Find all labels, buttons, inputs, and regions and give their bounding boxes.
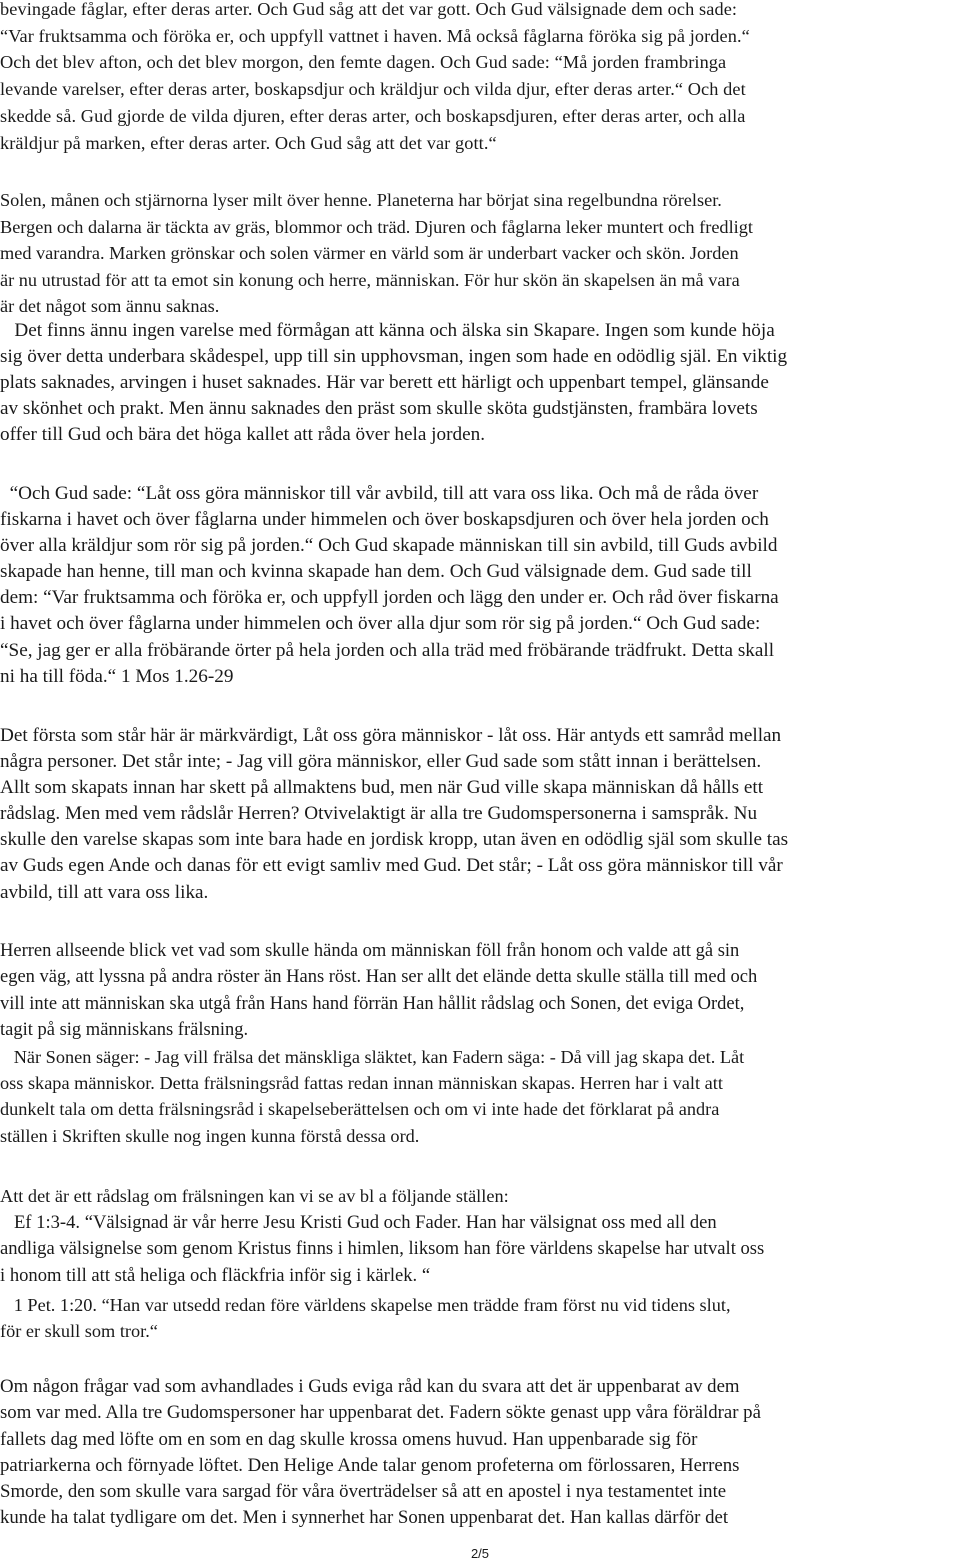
paragraph — [0, 1210, 957, 1289]
text-line: i honom till att stå heliga och fläckfria inför sig i kärlek. “ — [0, 1264, 431, 1286]
text-line: bevingade fåglar, efter deras arter. Och Gud såg att det var gott. Och Gud välsignade dem och sade: — [0, 0, 738, 19]
text-line: ni ha till föda.“ 1 Mos 1.26-29 — [0, 665, 234, 687]
text-line: fiskarna i havet och över fåglarna under himmelen och över boskapsdjuren och över hela jorden och — [0, 509, 769, 531]
text-line: offer till Gud och bära det höga kallet att råda över hela jorden. — [0, 424, 485, 446]
text-line: Allt som skapats innan har skett på allmaktens bud, men när Gud ville skapa människan då hålls ett — [0, 777, 764, 799]
text-line: avbild, till att vara oss lika. — [0, 881, 209, 903]
text-line: Det finns ännu ingen varelse med förmågan att känna och älska sin Skapare. Ingen som kunde höja — [0, 320, 775, 341]
text-line: 1 Pet. 1:20. “Han var utsedd redan före världens skapelse men trädde fram först nu vid tidens slut, — [0, 1295, 731, 1315]
text-line: kräldjur på marken, efter deras arter. Och Gud såg att det var gott.“ — [0, 132, 497, 153]
text-line: Ef 1:3-4. “Välsignad är vår herre Jesu Kristi Gud och Fader. Han har välsignat oss med all den — [0, 1212, 717, 1233]
paragraph — [0, 318, 957, 448]
text-line: av Guds egen Ande och danas för ett evigt samliv med Gud. Det står; - Låt oss göra människor till vår — [0, 855, 783, 877]
text-line: oss skapa människor. Detta frälsningsråd fattas redan innan människan skapas. Herren har i valt att — [0, 1073, 723, 1094]
text-line: plats saknades, arvingen i huset saknades. Här var berett ett härligt och uppenbart tempel, glänsande — [0, 372, 769, 394]
text-line: över alla kräldjur som rör sig på jorden.“ Och Gud skapade människan till sin avbild, till Guds avbild — [0, 535, 778, 557]
text-line: kunde ha talat tydligare om det. Men i synnerhet har Sonen uppenbarat det. Han kallas därför det — [0, 1507, 729, 1529]
text-line: tagit på sig människans frälsning. — [0, 1019, 249, 1040]
text-line: skapade han henne, till man och kvinna skapade han dem. Och Gud välsignade dem. Gud sade till — [0, 561, 752, 583]
text-line: Och det blev afton, och det blev morgon, den femte dagen. Och Gud sade: “Må jorden frambringa — [0, 52, 727, 73]
text-line: Solen, månen och stjärnorna lyser milt över henne. Planeterna har börjat sina regelbundna rörelser. — [0, 190, 722, 210]
paragraph — [0, 0, 957, 156]
text-line: några personer. Det står inte; - Jag vill göra människor, eller Gud sade som stått innan i berättelsen. — [0, 751, 762, 773]
paragraph — [0, 1292, 957, 1345]
text-line: När Sonen säger: - Jag vill frälsa det mänskliga släktet, kan Fadern säga: - Då vill jag skapa det. Låt — [0, 1047, 745, 1067]
text-line: levande varelser, efter deras arter, boskapsdjur och kräldjur och vilda djur, efter deras arter.“ Och det — [0, 79, 746, 100]
text-line: Det första som står här är märkvärdigt, Låt oss göra människor - låt oss. Här antyds ett samråd mellan — [0, 725, 782, 746]
text-line: med varandra. Marken grönskar och solen värmer en värld som är underbart vacker och skön. Jorden — [0, 243, 739, 263]
text-line: skulle den varelse skapas som inte bara hade en jordisk kropp, utan även en odödlig själ som skulle tas — [0, 829, 789, 851]
text-line: Om någon frågar vad som avhandlades i Guds eviga råd kan du svara att det är uppenbarat av dem — [0, 1376, 740, 1397]
text-line: är det något som ännu saknas. — [0, 296, 220, 316]
paragraph — [0, 187, 957, 320]
text-line: Att det är ett rådslag om frälsningen kan vi se av bl a följande ställen: — [0, 1186, 509, 1206]
text-line: fallets dag med löfte om en som en dag skulle krossa omens huvud. Han uppenbarade sig för — [0, 1428, 698, 1450]
text-line: “Och Gud sade: “Låt oss göra människor till vår avbild, till att vara oss lika. Och må de råda över — [0, 483, 759, 504]
text-line: i havet och över fåglarna under himmelen och över alla djur som rör sig på jorden.“ Och Gud sade: — [0, 613, 761, 635]
text-line: egen väg, att lyssna på andra röster än Hans röst. Han ser allt det elände detta skulle ställa till med och — [0, 967, 758, 988]
text-line: som var med. Alla tre Gudomspersoner har uppenbarat det. Fadern sökte genast upp våra föräldrar på — [0, 1402, 761, 1424]
paragraph — [0, 938, 957, 1043]
text-line: ställen i Skriften skulle nog ingen kunna förstå dessa ord. — [0, 1125, 420, 1146]
text-line: vill inte att människan ska utgå från Hans hand förrän Han hållit rådslag och Sonen, det eviga Ordet, — [0, 993, 745, 1014]
paragraph — [0, 481, 957, 690]
text-line: “Se, jag ger er alla fröbärande örter på hela jorden och alla träd med fröbärande trädfrukt. Detta skall — [0, 639, 775, 661]
paragraph — [0, 723, 957, 906]
page-number: 2/5 — [470, 1546, 490, 1561]
text-line: Herren allseende blick vet vad som skulle hända om människan föll från honom och valde att gå sin — [0, 941, 740, 961]
text-line: “Var fruktsamma och föröka er, och uppfyll vattnet i haven. Må också fåglarna föröka sig på jorden.“ — [0, 25, 750, 46]
text-line: rådslag. Men med vem rådslår Herren? Otvivelaktigt är alla tre Gudomspersonerna i samspråk. Nu — [0, 803, 758, 825]
text-line: Bergen och dalarna är täckta av gräs, blommor och träd. Djuren och fåglarna leker muntert och fredligt — [0, 216, 753, 237]
text-line: är nu utrustad för att ta emot sin konung och herre, människan. För hur skön än skapelsen än må vara — [0, 269, 740, 290]
paragraph — [0, 1374, 957, 1532]
text-line: skedde så. Gud gjorde de vilda djuren, efter deras arter, och boskapsdjuren, efter deras arter, och alla — [0, 105, 746, 126]
paragraph — [0, 1044, 957, 1149]
text-line: andliga välsignelse som genom Kristus finns i himlen, liksom han före världens skapelse har utvalt oss — [0, 1238, 765, 1260]
text-line: dunkelt tala om detta frälsningsråd i skapelseberättelsen och om vi inte hade det förklarat på andra — [0, 1099, 720, 1120]
paragraph — [0, 1183, 957, 1209]
text-line: av skönhet och prakt. Men ännu saknades den präst som skulle sköta gudstjänsten, frambära lovets — [0, 398, 758, 420]
text-line: patriarkerna och förnyade löftet. Den Helige Ande talar genom profeterna om förlossaren, Herrens — [0, 1454, 740, 1476]
text-line: sig över detta underbara skådespel, upp till sin upphovsman, ingen som hade en odödlig själ. En viktig — [0, 346, 788, 368]
text-line: för er skull som tror.“ — [0, 1321, 158, 1342]
text-line: Smorde, den som skulle vara sargad för våra överträdelser så att en apostel i nya testamentet inte — [0, 1481, 727, 1503]
text-line: dem: “Var fruktsamma och föröka er, och uppfyll jorden och lägg den under er. Och råd över fiskarna — [0, 587, 779, 609]
